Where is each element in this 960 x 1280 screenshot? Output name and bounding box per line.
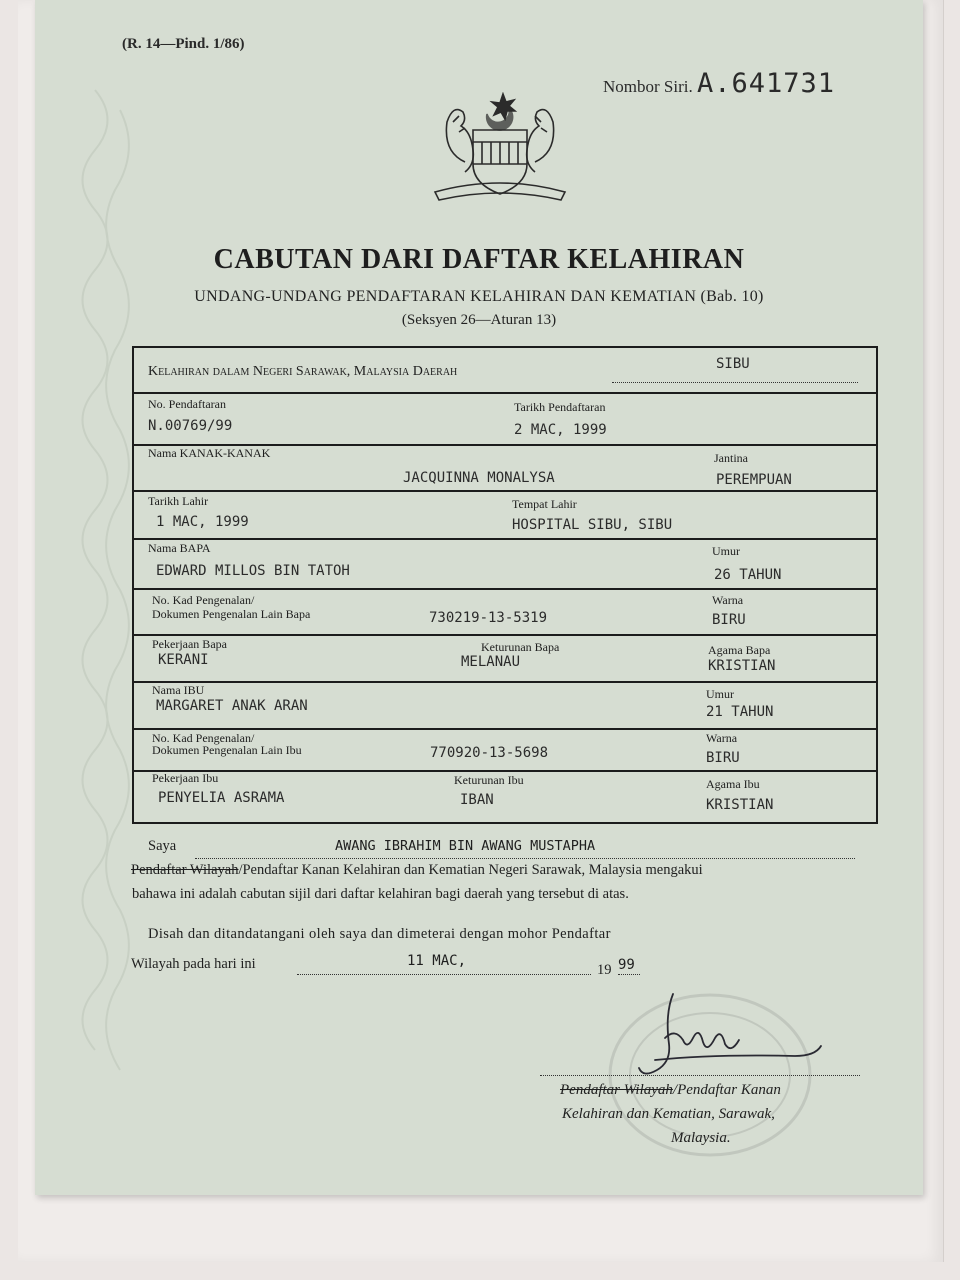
pob-value: HOSPITAL SIBU, SIBU <box>512 517 673 533</box>
declaration-line-2-text: /Pendaftar Kanan Kelahiran dan Kematian Negeri Sarawak, Malaysia mengakui <box>238 862 703 878</box>
child-name-value: JACQUINNA MONALYSA <box>403 470 555 486</box>
father-colour-value: BIRU <box>712 612 746 628</box>
row-divider <box>134 634 876 636</box>
mother-religion-value: KRISTIAN <box>706 797 774 813</box>
signature-title-line-2: Kelahiran dan Kematian, Sarawak, <box>562 1106 775 1122</box>
father-name-value: EDWARD MILLOS BIN TATOH <box>156 563 350 579</box>
serial-label: Nombor Siri. <box>603 77 693 96</box>
act-subtitle: UNDANG-UNDANG PENDAFTARAN KELAHIRAN DAN KEMATIAN (Bab. 10) <box>194 288 764 305</box>
mother-age-label: Umur <box>706 687 734 701</box>
gender-value: PEREMPUAN <box>716 472 792 488</box>
father-name-label: Nama BAPA <box>148 541 211 555</box>
birth-certificate <box>35 0 923 1195</box>
mother-colour-label: Warna <box>706 731 738 745</box>
dob-value: 1 MAC, 1999 <box>156 514 249 530</box>
mother-id-label-1: No. Kad Pengenalan/ <box>152 731 255 745</box>
reg-date-label: Tarikh Pendaftaran <box>514 400 606 414</box>
child-name-label: Nama KANAK-KANAK <box>148 446 271 460</box>
declaration-line-2 <box>131 862 703 879</box>
reg-date-value: 2 MAC, 1999 <box>514 422 607 438</box>
father-age-label: Umur <box>712 544 740 558</box>
father-religion-label: Agama Bapa <box>708 643 771 657</box>
mother-race-label: Keturunan Ibu <box>454 773 524 787</box>
registrar-name-dotted-line <box>195 858 855 859</box>
mother-job-label: Pekerjaan Ibu <box>152 771 219 785</box>
mother-race-value: IBAN <box>460 792 494 808</box>
year-suffix: 99 <box>618 957 635 973</box>
saya-label: Saya <box>148 838 177 854</box>
registrar-name: AWANG IBRAHIM BIN AWANG MUSTAPHA <box>335 838 596 854</box>
father-id-value: 730219-13-5319 <box>429 610 548 626</box>
district-dotted-line <box>612 382 858 383</box>
row-divider <box>134 770 876 772</box>
row-divider <box>134 588 876 590</box>
mother-name-label: Nama IBU <box>152 683 205 697</box>
document-title: CABUTAN DARI DAFTAR KELAHIRAN <box>213 244 745 275</box>
father-job-value: KERANI <box>158 652 209 668</box>
mother-job-value: PENYELIA ASRAMA <box>158 790 285 806</box>
father-age-value: 26 TAHUN <box>714 567 782 583</box>
reg-no-value: N.00769/99 <box>148 418 233 434</box>
father-job-label: Pekerjaan Bapa <box>152 637 227 651</box>
row-divider <box>134 392 876 394</box>
father-colour-label: Warna <box>712 593 744 607</box>
mother-name-value: MARGARET ANAK ARAN <box>156 698 308 714</box>
serial-value: 641731 <box>731 68 836 99</box>
father-race-label: Keturunan Bapa <box>481 640 560 654</box>
mother-religion-label: Agama Ibu <box>706 777 760 791</box>
row-divider <box>134 681 876 683</box>
form-number: (R. 14—Pind. 1/86) <box>122 36 245 52</box>
father-id-label-1: No. Kad Pengenalan/ <box>152 593 255 607</box>
father-religion-value: KRISTIAN <box>708 658 776 674</box>
signature-struck-title: Pendaftar Wilayah <box>560 1082 673 1098</box>
year-prefix: 19 <box>597 962 612 978</box>
declaration-line-3: bahawa ini adalah cabutan sijil dari daftar kelahiran bagi daerah yang tersebut di atas. <box>132 886 629 902</box>
mother-id-label-2: Dokumen Pengenalan Lain Ibu <box>152 743 302 757</box>
mother-id-value: 770920-13-5698 <box>430 745 549 761</box>
serial-number <box>603 68 835 99</box>
father-race-value: MELANAU <box>461 654 521 670</box>
pob-label: Tempat Lahir <box>512 497 577 511</box>
official-seal-icon <box>605 990 815 1160</box>
serial-prefix: A. <box>696 68 732 99</box>
year-dotted-line <box>618 974 640 975</box>
state-district-label: Kelahiran dalam Negeri Sarawak, Malaysia Daerah <box>148 364 458 379</box>
row-divider <box>134 538 876 540</box>
signature-line-1-text: /Pendaftar Kanan <box>672 1082 781 1098</box>
registration-table <box>132 346 878 824</box>
father-id-label-2: Dokumen Pengenalan Lain Bapa <box>152 607 311 621</box>
declaration-line-4: Disah dan ditandatangani oleh saya dan dimeterai dengan mohor Pendaftar <box>148 926 611 942</box>
section-subtitle: (Seksyen 26—Aturan 13) <box>401 312 557 328</box>
sign-date-label: Wilayah pada hari ini <box>131 956 256 972</box>
struck-title: Pendaftar Wilayah <box>131 862 239 878</box>
signature-title-line-3: Malaysia. <box>671 1130 731 1146</box>
district-value: SIBU <box>716 356 750 372</box>
row-divider <box>134 728 876 730</box>
gender-label: Jantina <box>714 451 748 465</box>
mother-colour-value: BIRU <box>706 750 740 766</box>
sign-date-dotted-line <box>297 974 591 975</box>
sign-date-value: 11 MAC, <box>407 953 467 969</box>
coat-of-arms-icon <box>425 92 575 212</box>
mother-age-value: 21 TAHUN <box>706 704 774 720</box>
reg-no-label: No. Pendaftaran <box>148 397 226 411</box>
dob-label: Tarikh Lahir <box>148 494 209 508</box>
row-divider <box>134 490 876 492</box>
